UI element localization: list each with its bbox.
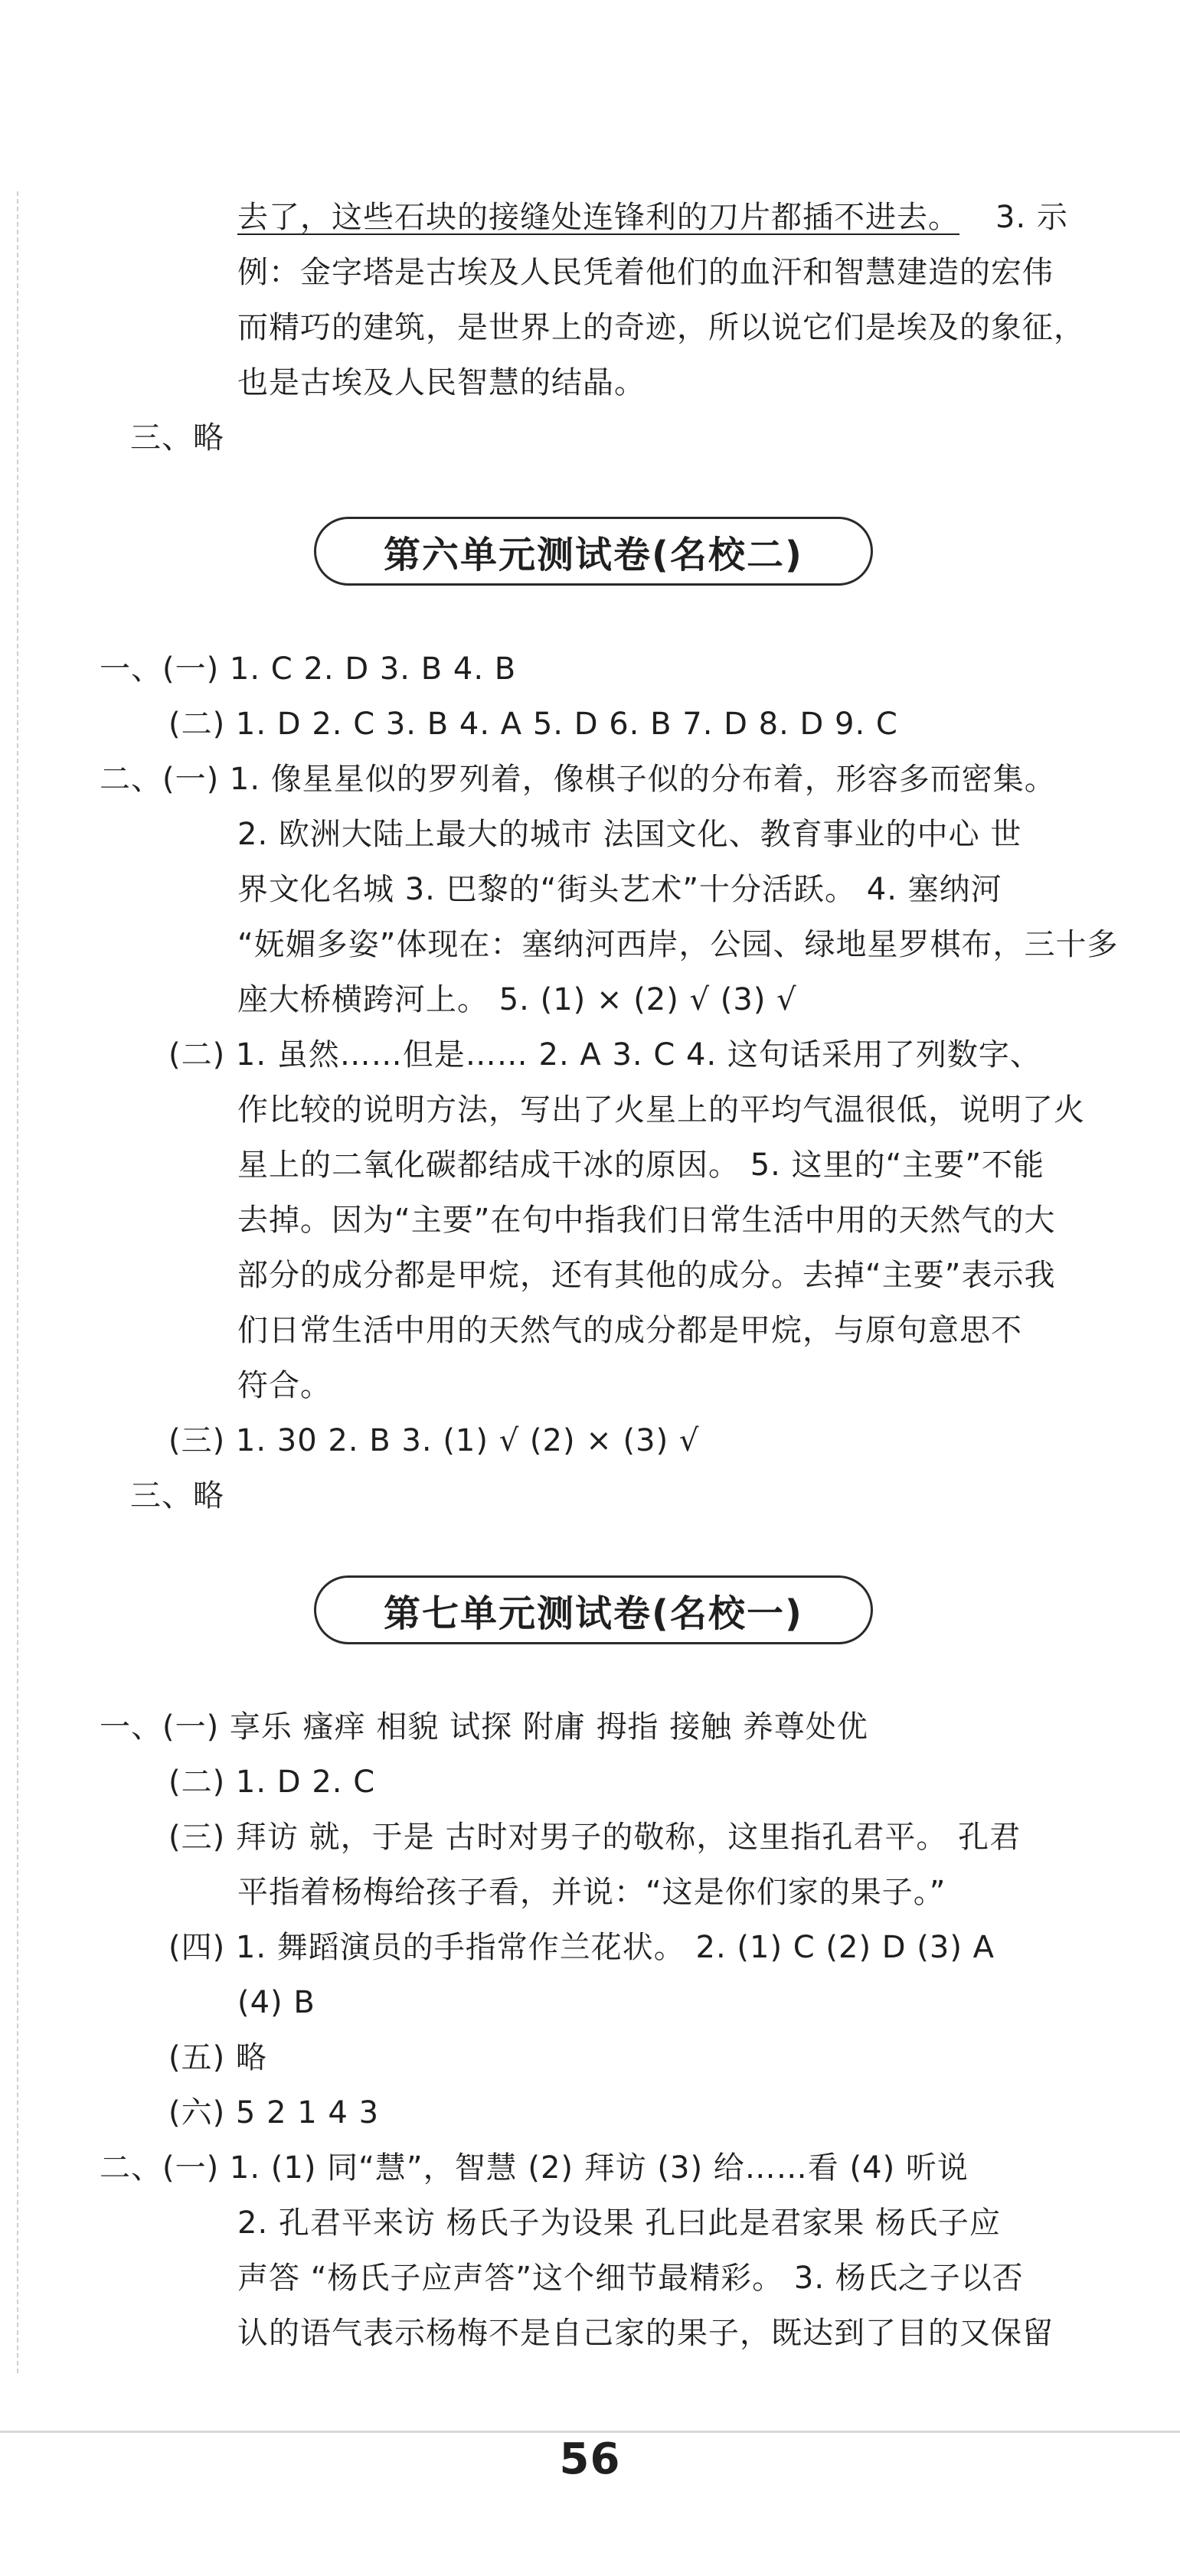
unit7-answer-line: 声答 “杨氏子应声答”这个细节最精彩。 3. 杨氏之子以否: [237, 2261, 1024, 2296]
unit7-answer-line: 一、(一) 享乐 瘙痒 相貌 试探 附庸 拇指 接触 养尊处优: [100, 1709, 868, 1745]
unit7-answer-line: (三) 拜访 就，于是 古时对男子的敬称，这里指孔君平。 孔君: [168, 1820, 1021, 1855]
unit6-answer-line: (二) 1. D 2. C 3. B 4. A 5. D 6. B 7. D 8. D 9. C: [168, 707, 898, 742]
unit7-answer-line: (六) 5 2 1 4 3: [168, 2095, 380, 2130]
unit7-answer-line: 认的语气表示杨梅不是自己家的果子，既达到了目的又保留: [237, 2316, 1054, 2351]
unit6-answer-line: 符合。: [237, 1368, 332, 1403]
prev-answer-line: 例：金字塔是古埃及人民凭着他们的血汗和智慧建造的宏伟: [237, 255, 1054, 290]
unit7-answer-line: (4) B: [237, 1985, 315, 2020]
unit7-answer-line: 平指着杨梅给孩子看，并说：“这是你们家的果子。”: [237, 1875, 946, 1910]
unit6-answer-line: “妩媚多姿”体现在：塞纳河西岸，公园、绿地星罗棋布，三十多: [237, 927, 1119, 962]
unit6-answer-line: (三) 1. 30 2. B 3. (1) √ (2) × (3) √: [168, 1423, 700, 1458]
page-number: 56: [559, 2434, 621, 2484]
unit6-answer-line: 一、(一) 1. C 2. D 3. B 4. B: [100, 651, 517, 687]
unit6-answer-line: 作比较的说明方法，写出了火星上的平均气温很低，说明了火: [237, 1092, 1085, 1128]
unit6-answer-line: 2. 欧洲大陆上最大的城市 法国文化、教育事业的中心 世: [237, 817, 1022, 852]
prev-answer-line: 去了，这些石块的接缝处连锋利的刀片都插不进去。: [237, 200, 959, 235]
unit7-answer-line: (五) 略: [168, 2040, 267, 2075]
binding-margin-line: [17, 191, 18, 2373]
unit6-title: 第六单元测试卷(名校二): [314, 517, 873, 586]
unit6-answer-line: 二、(一) 1. 像星星似的罗列着，像棋子似的分布着，形容多而密集。: [100, 762, 1056, 797]
unit7-answer-line: (四) 1. 舞蹈演员的手指常作兰花状。 2. (1) C (2) D (3) A: [168, 1930, 995, 1965]
prev-answer-line: 也是古埃及人民智慧的结晶。: [237, 365, 646, 400]
unit6-answer-line: (二) 1. 虽然……但是…… 2. A 3. C 4. 这句话采用了列数字、: [168, 1037, 1041, 1073]
unit7-title: 第七单元测试卷(名校一): [314, 1575, 873, 1644]
prev-part3: 三、略: [130, 420, 224, 455]
unit7-answer-line: 2. 孔君平来访 杨氏子为设果 孔曰此是君家果 杨氏子应: [237, 2205, 1002, 2241]
unit7-answer-line: (二) 1. D 2. C: [168, 1765, 376, 1800]
unit6-answer-line: 们日常生活中用的天然气的成分都是甲烷，与原句意思不: [237, 1313, 1022, 1348]
unit6-part3: 三、略: [130, 1478, 224, 1513]
unit6-answer-line: 星上的二氧化碳都结成干冰的原因。 5. 这里的“主要”不能: [237, 1148, 1045, 1183]
prev-answer-line: 而精巧的建筑，是世界上的奇迹，所以说它们是埃及的象征，: [237, 310, 1085, 345]
footer-rule: [0, 2431, 1180, 2433]
unit6-answer-line: 去掉。因为“主要”在句中指我们日常生活中用的天然气的大: [237, 1203, 1056, 1238]
unit6-answer-line: 座大桥横跨河上。 5. (1) × (2) √ (3) √: [237, 982, 797, 1017]
unit6-answer-line: 部分的成分都是甲烷，还有其他的成分。去掉“主要”表示我: [237, 1258, 1056, 1293]
unit6-answer-line: 界文化名城 3. 巴黎的“街头艺术”十分活跃。 4. 塞纳河: [237, 872, 1002, 907]
unit7-answer-line: 二、(一) 1. (1) 同“慧”，智慧 (2) 拜访 (3) 给……看 (4) 听说: [100, 2150, 969, 2186]
prev-answer-line: 3. 示: [995, 200, 1068, 235]
